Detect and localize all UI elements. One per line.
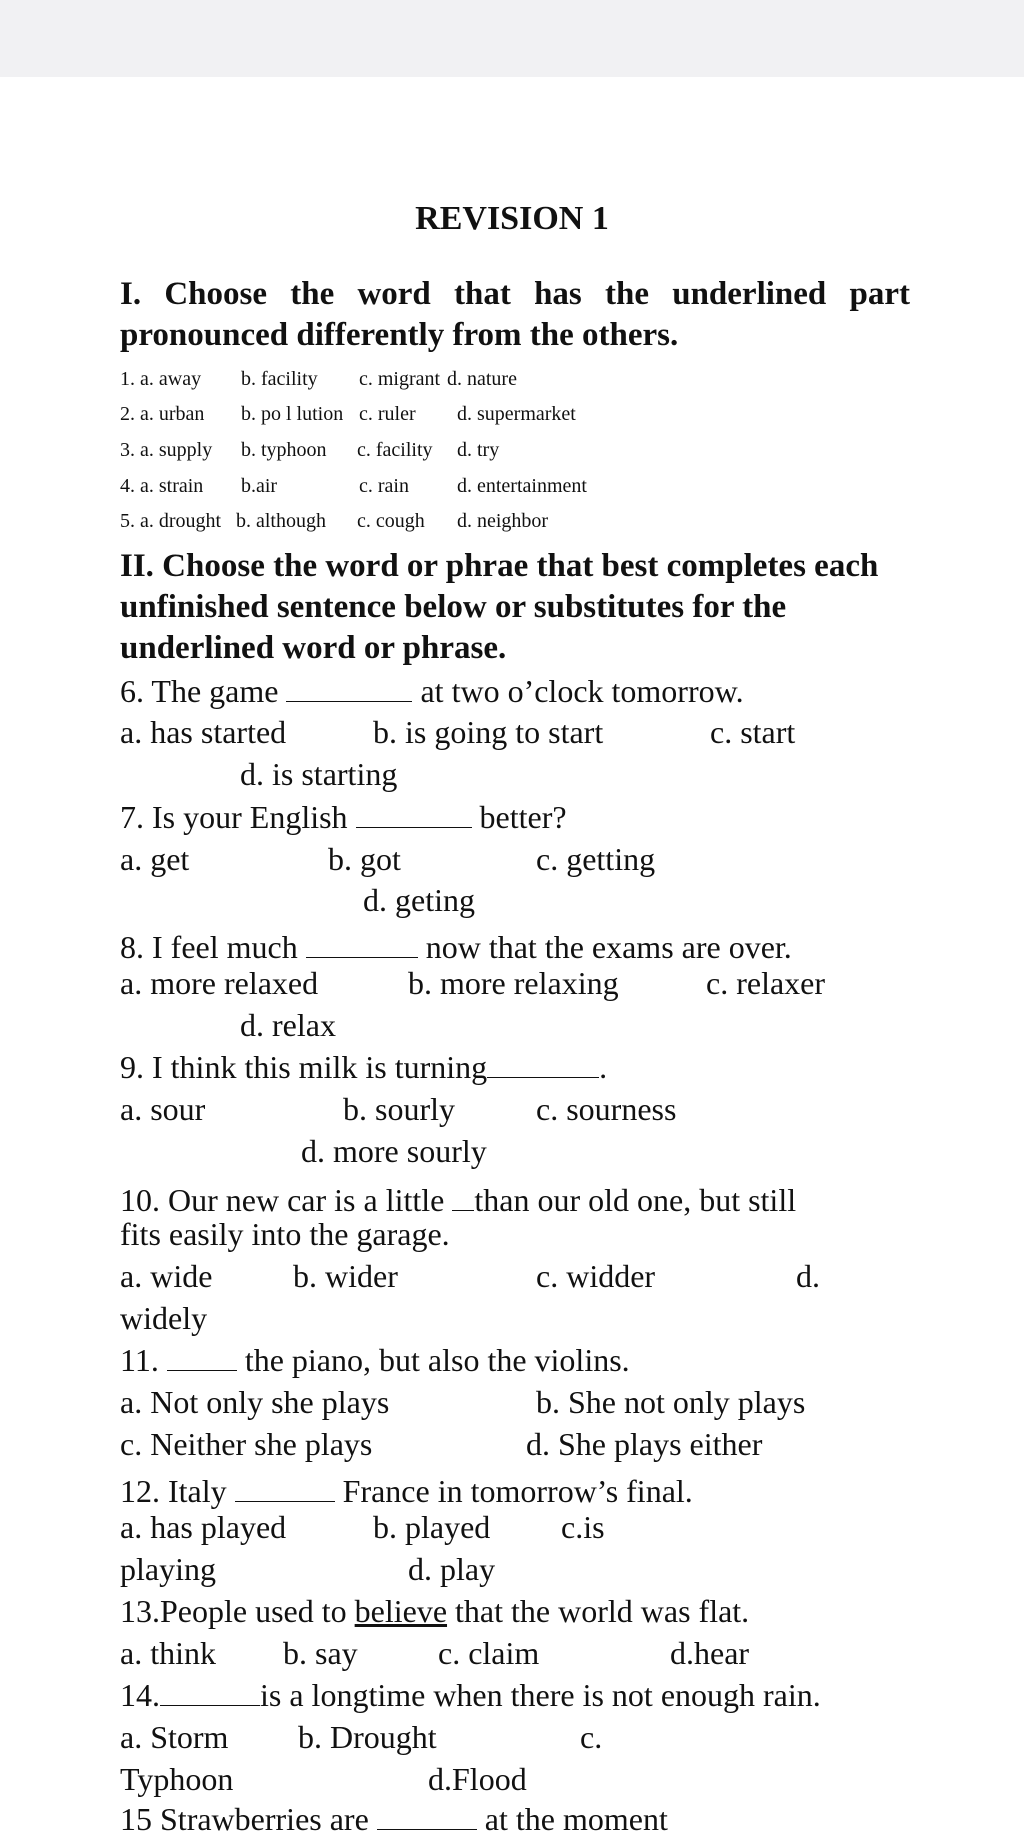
question-text: at two o’clock tomorrow.	[420, 673, 744, 709]
option-c: c.	[580, 1719, 603, 1755]
section-2-heading: II. Choose the word or phrae that best completes each unfinished sentence below or substitutes for the underlined word or phrase.	[120, 548, 879, 666]
option-b: b. sourly	[343, 1091, 455, 1127]
option-b: b. typhoon	[241, 439, 327, 461]
option-a: a. drought	[140, 510, 222, 532]
question-6	[120, 673, 744, 710]
option-c: c. widder	[536, 1258, 656, 1294]
option-c: c.is	[561, 1509, 605, 1545]
question-text: is a longtime when there is not enough rain.	[260, 1677, 821, 1713]
question-text: 14.	[120, 1677, 160, 1713]
page-title: REVISION 1	[415, 200, 609, 237]
answer-blank	[487, 1051, 599, 1078]
question-text: France in tomorrow’s final.	[342, 1473, 693, 1509]
question-text: 6. The game	[120, 673, 279, 709]
option-a: a. strain	[140, 475, 204, 497]
option-a: a. think	[120, 1635, 216, 1671]
option-c: c. ruler	[359, 403, 416, 425]
answer-blank	[377, 1803, 477, 1830]
option-d: d.	[796, 1258, 820, 1294]
answer-blank	[356, 801, 472, 828]
option-d: d. neighbor	[457, 510, 549, 532]
question-text: 7. Is your English	[120, 799, 348, 835]
option-b: b. played	[373, 1509, 491, 1545]
question-text: 9. I think this milk is turning	[120, 1049, 488, 1085]
option-d: d. She plays either	[526, 1426, 763, 1462]
underlined-word: believe	[354, 1593, 448, 1629]
option-d: d. supermarket	[457, 403, 576, 425]
option-d: d.hear	[670, 1635, 750, 1671]
option-c: c. Neither she plays	[120, 1426, 373, 1462]
option-c: c. getting	[536, 841, 656, 877]
question-text: 15 Strawberries are	[120, 1801, 369, 1837]
answer-blank	[452, 1174, 474, 1211]
option-d-continued: widely	[120, 1300, 208, 1336]
answer-blank	[167, 1344, 237, 1371]
question-10	[120, 1174, 796, 1219]
option-c-continued: playing	[120, 1551, 216, 1587]
question-7	[120, 799, 567, 836]
item-number: 5.	[120, 510, 135, 532]
section-1-heading: I. Choose the word that has the underlined part pronounced differently from the others.	[120, 276, 910, 353]
option-b: b. po l lution	[241, 403, 344, 425]
question-text: 8. I feel much	[120, 929, 298, 965]
question-text: better?	[479, 799, 567, 835]
question-text: 11.	[120, 1342, 159, 1378]
question-text-continued: fits easily into the garage.	[120, 1216, 450, 1252]
option-a: a. sour	[120, 1091, 206, 1127]
answer-blank	[160, 1679, 260, 1706]
option-a: a. Not only she plays	[120, 1384, 390, 1420]
option-c: c. migrant	[359, 368, 441, 390]
option-d: d. play	[408, 1551, 496, 1587]
option-b: b. more relaxing	[408, 965, 619, 1001]
option-a: a. has started	[120, 714, 287, 750]
question-text: now that the exams are over.	[425, 929, 792, 965]
question-14	[120, 1677, 821, 1714]
option-d: d. geting	[363, 882, 475, 918]
question-text: that the world was flat.	[455, 1593, 750, 1629]
question-12	[120, 1467, 693, 1510]
option-d: d. entertainment	[457, 475, 587, 497]
option-d: d. relax	[240, 1007, 336, 1043]
question-text: at the moment	[484, 1801, 668, 1837]
option-a: a. supply	[140, 439, 213, 461]
question-13	[120, 1593, 749, 1630]
question-text: .	[599, 1049, 608, 1085]
answer-blank	[306, 923, 418, 958]
item-number: 1.	[120, 368, 135, 390]
answer-blank	[286, 675, 412, 702]
option-c: c. sourness	[536, 1091, 677, 1127]
option-c: c. relaxer	[706, 965, 826, 1001]
option-d: d. nature	[447, 368, 517, 390]
option-c: c. claim	[438, 1635, 540, 1671]
option-a: a. Storm	[120, 1719, 229, 1755]
question-8	[120, 923, 792, 966]
option-b: b. Drought	[298, 1719, 437, 1755]
item-number: 2.	[120, 403, 135, 425]
option-b: b. She not only plays	[536, 1384, 806, 1420]
question-text: 10. Our new car is a little	[120, 1182, 445, 1218]
question-text: 13.People used to	[120, 1593, 347, 1629]
option-a: a. more relaxed	[120, 965, 319, 1001]
option-a: a. wide	[120, 1258, 213, 1294]
option-d: d. try	[457, 439, 500, 461]
option-c: c. cough	[357, 510, 425, 532]
option-c: c. start	[710, 714, 796, 750]
item-number: 4.	[120, 475, 135, 497]
option-a: a. get	[120, 841, 190, 877]
option-a: a. away	[140, 368, 202, 390]
option-c: c. rain	[359, 475, 409, 497]
option-c-continued: Typhoon	[120, 1761, 234, 1797]
question-text: the piano, but also the violins.	[244, 1342, 630, 1378]
option-c: c. facility	[357, 439, 433, 461]
question-text: 12. Italy	[120, 1473, 227, 1509]
option-b: b. although	[236, 510, 326, 532]
item-number: 3.	[120, 439, 135, 461]
question-11	[120, 1342, 630, 1379]
option-b: b.air	[241, 475, 278, 497]
answer-blank	[235, 1467, 335, 1502]
browser-top-bar	[0, 0, 1024, 77]
option-d: d. is starting	[240, 756, 398, 792]
option-b: b. say	[283, 1635, 358, 1671]
option-b: b. facility	[241, 368, 318, 390]
option-a: a. urban	[140, 403, 205, 425]
option-b: b. is going to start	[373, 714, 604, 750]
option-b: b. got	[328, 841, 401, 877]
option-d: d. more sourly	[301, 1133, 487, 1169]
question-text: than our old one, but still	[474, 1182, 797, 1218]
option-a: a. has played	[120, 1509, 287, 1545]
question-9	[120, 1049, 607, 1086]
option-b: b. wider	[293, 1258, 398, 1294]
option-d: d.Flood	[428, 1761, 527, 1797]
